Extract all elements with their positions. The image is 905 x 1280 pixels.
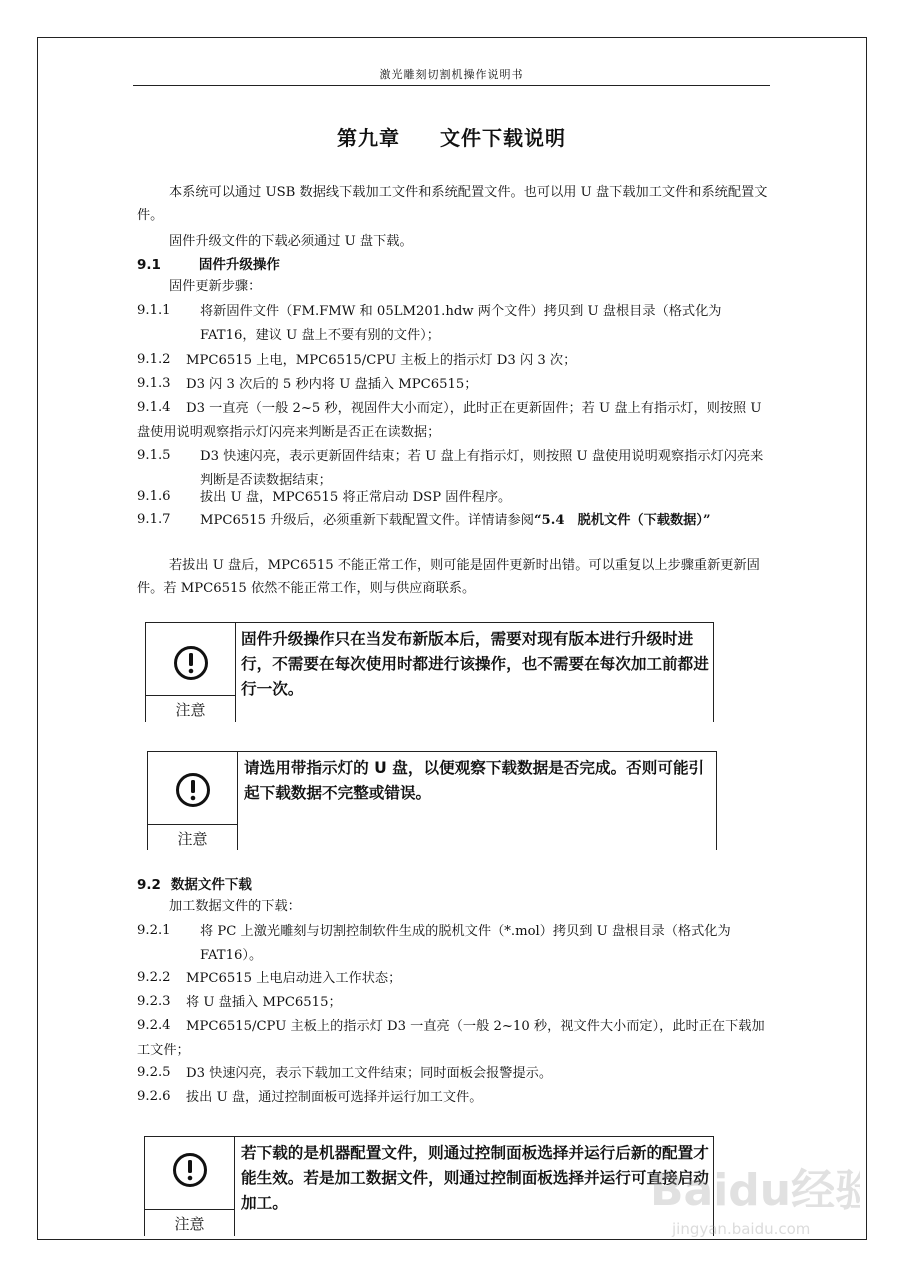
item-text [200,509,775,533]
exclamation-icon [175,772,211,808]
item-number: 9.1.3 [137,376,171,391]
closing-paragraph: 若拔出 U 盘后，MPC6515 不能正常工作，则可能是固件更新时出错。可以重复以上步骤重新更新固件。若 MPC6515 依然不能正常工作，则与供应商联系。 [137,558,760,596]
item-number: 9.1.2 [137,352,171,367]
item-number: 9.2.4 [137,1018,171,1033]
item-number: 9.2.1 [137,923,171,938]
note-icon-cell [145,1137,235,1236]
item-text: MPC6515/CPU 主板上的指示灯 D3 一直亮（一般 2~10 秒，视文件大小而定），此时正在下载加工文件； [137,1019,765,1058]
watermark-url: jingyan.baidu.com [672,1220,811,1238]
item-number: 9.2.5 [137,1065,171,1080]
section-number: 9.1 [137,257,161,273]
item-text: 将 PC 上激光雕刻与切割控制软件生成的脱机文件（*.mol）拷贝到 U 盘根目录（格式化为 FAT16）。 [200,924,731,963]
chapter-number: 第九章 [337,126,400,150]
item-number: 9.1.4 [137,400,171,415]
note-label: 注意 [146,695,235,720]
note-icon-cell [148,752,238,850]
section-title: 固件升级操作 [198,257,280,273]
item-number: 9.1.6 [137,489,171,504]
section-9-1-heading [137,254,280,276]
note-box [144,1136,714,1236]
item-number: 9.2.2 [137,970,171,985]
exclamation-icon [172,1152,208,1188]
item-number: 9.1.7 [137,512,171,527]
note-icon-cell [146,623,236,722]
note-text: 若下载的是机器配置文件，则通过控制面板选择并运行后新的配置才能生效。若是加工数据文件，则通过控制面板选择并运行可直接启动加工。 [241,1144,709,1212]
section-9-1-lead: 固件更新步骤： [169,279,262,294]
item-text-main: MPC6515 升级后，必须重新下载配置文件。详情请参阅 [200,513,534,528]
intro-paragraph-2: 固件升级文件的下载必须通过 U 盘下载。 [169,234,413,249]
item-text: D3 一直亮（一般 2~5 秒，视固件大小而定），此时正在更新固件；若 U 盘上有指示灯，则按照 U 盘使用说明观察指示灯闪亮来判断是否正在读数据； [137,401,762,440]
intro-paragraph-1: 本系统可以通过 USB 数据线下载加工文件和系统配置文件。也可以用 U 盘下载加工文件和系统配置文件。 [137,185,768,223]
item-number: 9.2.6 [137,1089,171,1104]
chapter-title [133,122,770,151]
item-text: 将新固件文件（FM.FMW 和 05LM201.hdw 两个文件）拷贝到 U 盘根目录（格式化为 FAT16，建议 U 盘上不要有别的文件）； [200,304,722,343]
item-text: 拔出 U 盘，MPC6515 将正常启动 DSP 固件程序。 [200,490,512,505]
section-9-2-heading [137,874,252,896]
note-box [145,622,714,722]
item-text: D3 闪 3 次后的 5 秒内将 U 盘插入 MPC6515； [186,377,478,392]
baidu-watermark [650,1150,860,1240]
note-label: 注意 [145,1209,234,1234]
baidu-paw-logo [650,1150,860,1220]
item-number: 9.2.3 [137,994,171,1009]
header-rule [133,85,770,86]
item-text: 将 U 盘插入 MPC6515； [186,995,342,1010]
item-number: 9.1.1 [137,303,171,318]
note-box [147,751,717,850]
item-text: D3 快速闪亮，表示更新固件结束；若 U 盘上有指示灯，则按照 U 盘使用说明观察指示灯闪亮来判断是否读数据结束； [200,449,764,488]
note-text: 请选用带指示灯的 U 盘，以便观察下载数据是否完成。否则可能引起下载数据不完整或错误。 [244,759,705,802]
running-header: 激光雕刻切割机操作说明书 [379,68,524,81]
chapter-name: 文件下载说明 [440,126,566,150]
cross-reference: “5.4 脱机文件（下载数据）” [533,513,711,528]
section-title: 数据文件下载 [170,877,252,893]
item-number: 9.1.5 [137,448,171,463]
note-text: 固件升级操作只在当发布新版本后，需要对现有版本进行升级时进行，不需要在每次使用时都进行该操作，也不需要在每次加工前都进行一次。 [241,630,709,698]
note-label: 注意 [148,824,237,849]
section-9-2-lead: 加工数据文件的下载： [169,899,301,914]
watermark-brand: Baidu经验 [650,1165,860,1216]
section-number: 9.2 [137,877,161,893]
item-text: 拔出 U 盘，通过控制面板可选择并运行加工文件。 [186,1090,483,1105]
exclamation-icon [173,645,209,681]
item-text: MPC6515 上电启动进入工作状态； [186,971,402,986]
item-text: MPC6515 上电，MPC6515/CPU 主板上的指示灯 D3 闪 3 次； [186,353,577,368]
item-text: D3 快速闪亮，表示下载加工文件结束；同时面板会报警提示。 [186,1066,553,1081]
